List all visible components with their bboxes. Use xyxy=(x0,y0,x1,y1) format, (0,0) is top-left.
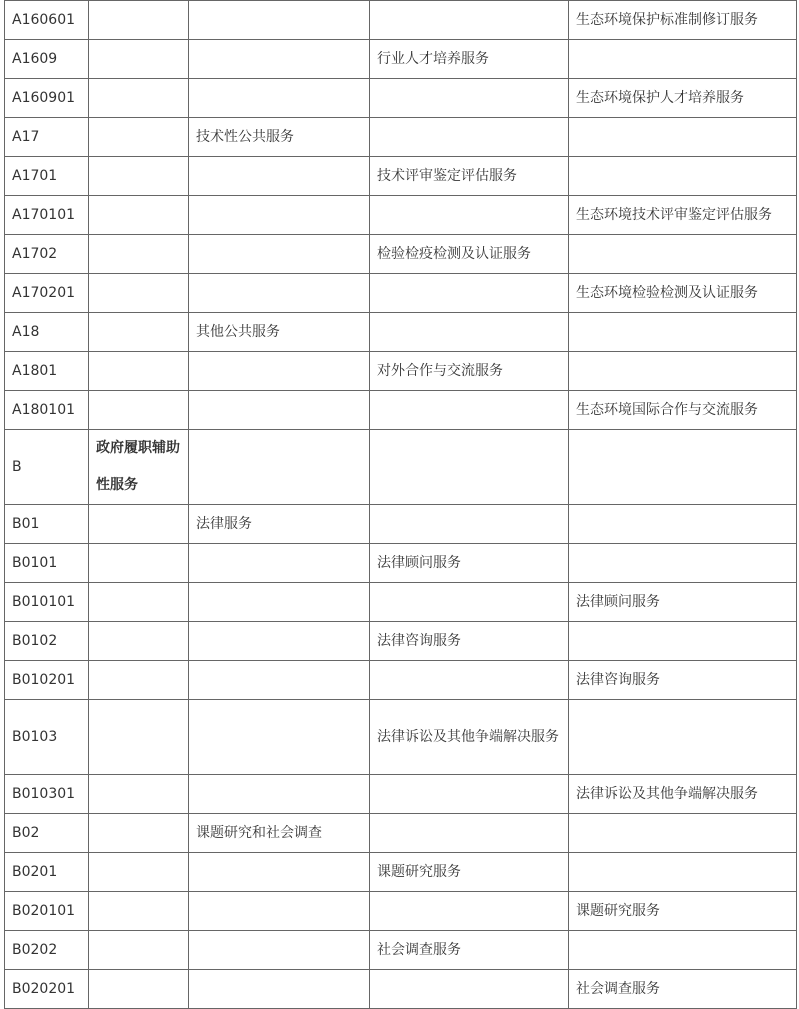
level2-cell: 法律服务 xyxy=(189,505,370,544)
code-cell: B0101 xyxy=(5,544,89,583)
level1-cell xyxy=(89,40,189,79)
level1-cell xyxy=(89,775,189,814)
table-row xyxy=(5,157,797,196)
level3-cell xyxy=(370,661,569,700)
level1-cell xyxy=(89,274,189,313)
level4-cell xyxy=(569,118,797,157)
table-row xyxy=(5,40,797,79)
level4-cell: 生态环境保护人才培养服务 xyxy=(569,79,797,118)
level1-cell xyxy=(89,700,189,775)
table-row xyxy=(5,79,797,118)
level1-cell xyxy=(89,391,189,430)
table-row xyxy=(5,583,797,622)
level3-cell xyxy=(370,505,569,544)
level4-cell: 社会调查服务 xyxy=(569,970,797,1009)
level4-cell: 生态环境国际合作与交流服务 xyxy=(569,391,797,430)
level4-cell xyxy=(569,544,797,583)
code-cell: B02 xyxy=(5,814,89,853)
table-row xyxy=(5,970,797,1009)
level2-cell xyxy=(189,622,370,661)
table-row xyxy=(5,352,797,391)
level4-cell: 课题研究服务 xyxy=(569,892,797,931)
level4-cell xyxy=(569,430,797,505)
level4-cell xyxy=(569,40,797,79)
level1-cell xyxy=(89,661,189,700)
code-cell: B0201 xyxy=(5,853,89,892)
level4-cell xyxy=(569,814,797,853)
code-cell: B010101 xyxy=(5,583,89,622)
level3-cell xyxy=(370,583,569,622)
code-cell: A18 xyxy=(5,313,89,352)
code-cell: A170201 xyxy=(5,274,89,313)
level2-cell xyxy=(189,274,370,313)
level4-cell xyxy=(569,622,797,661)
level1-cell xyxy=(89,313,189,352)
table-row xyxy=(5,700,797,775)
code-cell: B010301 xyxy=(5,775,89,814)
level1-cell xyxy=(89,931,189,970)
table-row xyxy=(5,430,797,505)
level4-cell: 生态环境检验检测及认证服务 xyxy=(569,274,797,313)
level3-cell xyxy=(370,196,569,235)
level1-cell xyxy=(89,1,189,40)
code-cell: B0102 xyxy=(5,622,89,661)
service-catalog-table xyxy=(4,0,797,1009)
level2-cell xyxy=(189,853,370,892)
level2-cell xyxy=(189,700,370,775)
level1-cell xyxy=(89,79,189,118)
level4-cell xyxy=(569,313,797,352)
level3-cell xyxy=(370,274,569,313)
level2-cell: 其他公共服务 xyxy=(189,313,370,352)
level4-cell xyxy=(569,235,797,274)
code-cell: B020201 xyxy=(5,970,89,1009)
level1-cell xyxy=(89,157,189,196)
table-row xyxy=(5,661,797,700)
code-cell: A1801 xyxy=(5,352,89,391)
level3-cell xyxy=(370,970,569,1009)
level2-cell xyxy=(189,970,370,1009)
level1-cell: 政府履职辅助性服务 xyxy=(89,430,189,505)
level4-cell: 生态环境保护标准制修订服务 xyxy=(569,1,797,40)
table-row xyxy=(5,892,797,931)
code-cell: B020101 xyxy=(5,892,89,931)
table-row xyxy=(5,931,797,970)
table-row xyxy=(5,622,797,661)
level2-cell xyxy=(189,196,370,235)
level2-cell: 课题研究和社会调查 xyxy=(189,814,370,853)
level1-cell xyxy=(89,352,189,391)
level2-cell xyxy=(189,1,370,40)
level1-cell xyxy=(89,505,189,544)
code-cell: A180101 xyxy=(5,391,89,430)
level4-cell xyxy=(569,931,797,970)
level3-cell: 检验检疫检测及认证服务 xyxy=(370,235,569,274)
level3-cell: 对外合作与交流服务 xyxy=(370,352,569,391)
level2-cell xyxy=(189,931,370,970)
level1-cell xyxy=(89,892,189,931)
level1-cell xyxy=(89,583,189,622)
level3-cell xyxy=(370,775,569,814)
code-cell: B010201 xyxy=(5,661,89,700)
code-cell: B01 xyxy=(5,505,89,544)
table-row xyxy=(5,196,797,235)
table-row xyxy=(5,544,797,583)
code-cell: A17 xyxy=(5,118,89,157)
level1-cell xyxy=(89,970,189,1009)
table-row xyxy=(5,391,797,430)
level4-cell xyxy=(569,853,797,892)
code-cell: B0202 xyxy=(5,931,89,970)
level3-cell: 法律顾问服务 xyxy=(370,544,569,583)
level2-cell: 技术性公共服务 xyxy=(189,118,370,157)
code-cell: A1701 xyxy=(5,157,89,196)
level1-cell xyxy=(89,235,189,274)
level2-cell xyxy=(189,430,370,505)
level2-cell xyxy=(189,544,370,583)
level2-cell xyxy=(189,391,370,430)
code-cell: A170101 xyxy=(5,196,89,235)
level2-cell xyxy=(189,352,370,391)
level1-cell xyxy=(89,853,189,892)
table-row xyxy=(5,235,797,274)
level2-cell xyxy=(189,775,370,814)
code-cell: B xyxy=(5,430,89,505)
level3-cell xyxy=(370,814,569,853)
table-row xyxy=(5,505,797,544)
level4-cell: 法律咨询服务 xyxy=(569,661,797,700)
level2-cell xyxy=(189,157,370,196)
level2-cell xyxy=(189,235,370,274)
code-cell: A1702 xyxy=(5,235,89,274)
level1-cell xyxy=(89,196,189,235)
level3-cell: 社会调查服务 xyxy=(370,931,569,970)
level3-cell xyxy=(370,313,569,352)
level4-cell xyxy=(569,505,797,544)
level2-cell xyxy=(189,40,370,79)
level3-cell xyxy=(370,430,569,505)
level3-cell: 法律咨询服务 xyxy=(370,622,569,661)
level4-cell xyxy=(569,157,797,196)
code-cell: A160901 xyxy=(5,79,89,118)
table-row xyxy=(5,118,797,157)
level3-cell: 课题研究服务 xyxy=(370,853,569,892)
level3-cell: 法律诉讼及其他争端解决服务 xyxy=(370,700,569,775)
code-cell: B0103 xyxy=(5,700,89,775)
level2-cell xyxy=(189,892,370,931)
level1-cell xyxy=(89,544,189,583)
code-cell: A160601 xyxy=(5,1,89,40)
level4-cell: 法律诉讼及其他争端解决服务 xyxy=(569,775,797,814)
level4-cell xyxy=(569,700,797,775)
level3-cell xyxy=(370,892,569,931)
code-cell: A1609 xyxy=(5,40,89,79)
table-row xyxy=(5,274,797,313)
table-row xyxy=(5,775,797,814)
level3-cell xyxy=(370,391,569,430)
table-row xyxy=(5,814,797,853)
level4-cell: 生态环境技术评审鉴定评估服务 xyxy=(569,196,797,235)
level3-cell: 技术评审鉴定评估服务 xyxy=(370,157,569,196)
level2-cell xyxy=(189,79,370,118)
level4-cell: 法律顾问服务 xyxy=(569,583,797,622)
level3-cell xyxy=(370,1,569,40)
level2-cell xyxy=(189,583,370,622)
level2-cell xyxy=(189,661,370,700)
level1-cell xyxy=(89,814,189,853)
level3-cell: 行业人才培养服务 xyxy=(370,40,569,79)
level4-cell xyxy=(569,352,797,391)
table-row xyxy=(5,1,797,40)
table-row xyxy=(5,853,797,892)
level1-cell xyxy=(89,118,189,157)
level3-cell xyxy=(370,79,569,118)
level3-cell xyxy=(370,118,569,157)
level1-cell xyxy=(89,622,189,661)
table-row xyxy=(5,313,797,352)
